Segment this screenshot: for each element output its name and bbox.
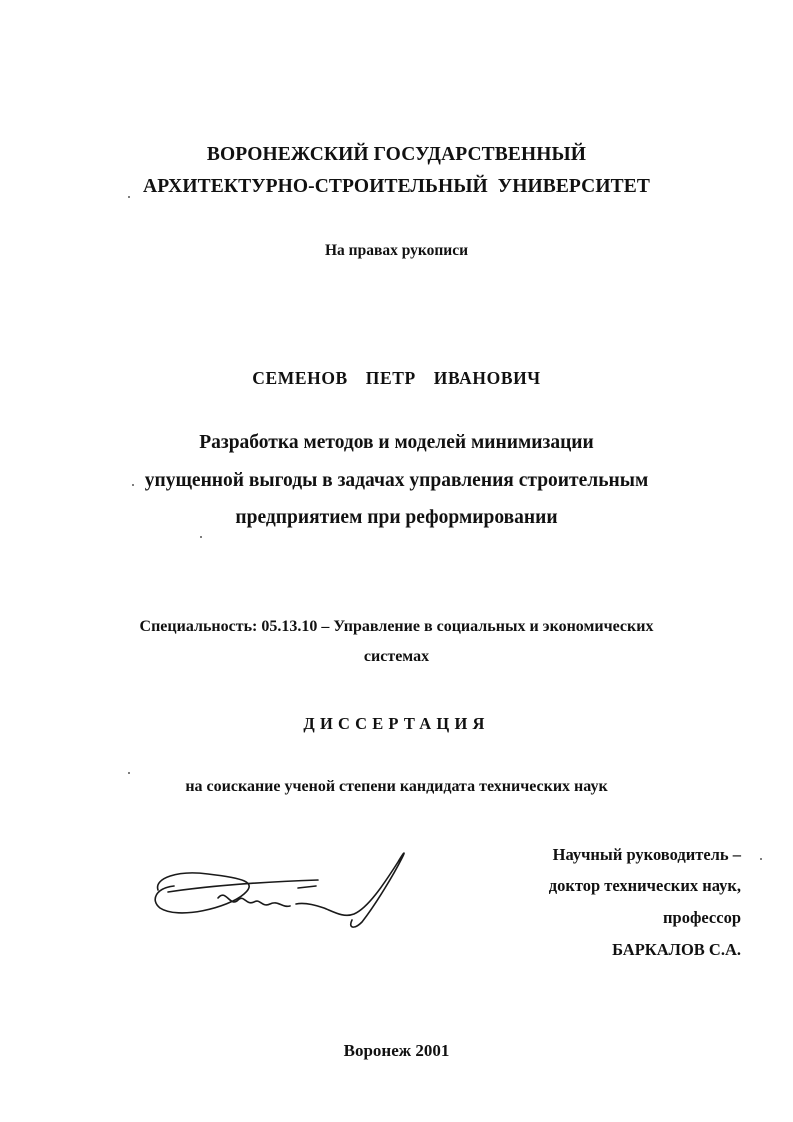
supervisor-degree: доктор технических наук, (548, 876, 741, 895)
specialty-line1: Специальность: 05.13.10 – Управление в социальных и экономических (139, 618, 654, 635)
manuscript-note: На правах рукописи (324, 242, 469, 259)
scan-speck (760, 858, 762, 860)
handwritten-signature (148, 848, 416, 930)
scan-speck (128, 772, 130, 774)
author-name: СЕМЕНОВ ПЕТР ИВАНОВИЧ (252, 368, 541, 388)
city-year: Воронеж 2001 (343, 1041, 450, 1060)
document-type: ДИССЕРТАЦИЯ (303, 714, 490, 733)
supervisor-role: Научный руководитель – (552, 845, 741, 864)
university-name-line2: АРХИТЕКТУРНО-СТРОИТЕЛЬНЫЙ УНИВЕРСИТЕТ (143, 176, 650, 197)
supervisor-name: БАРКАЛОВ С.А. (612, 940, 741, 959)
scan-speck (132, 484, 134, 486)
scan-speck (200, 536, 202, 538)
dissertation-title-line2: упущенной выгоды в задачах управления строительным (144, 470, 649, 491)
dissertation-title-line1: Разработка методов и моделей минимизации (199, 432, 594, 453)
specialty-line2: системах (363, 648, 430, 665)
scan-speck (128, 196, 130, 198)
degree-line: на соискание ученой степени кандидата технических наук (185, 778, 608, 795)
university-name-line1: ВОРОНЕЖСКИЙ ГОСУДАРСТВЕННЫЙ (206, 144, 587, 165)
dissertation-title-line3: предприятием при реформировании (235, 507, 558, 528)
supervisor-rank: профессор (663, 908, 741, 927)
